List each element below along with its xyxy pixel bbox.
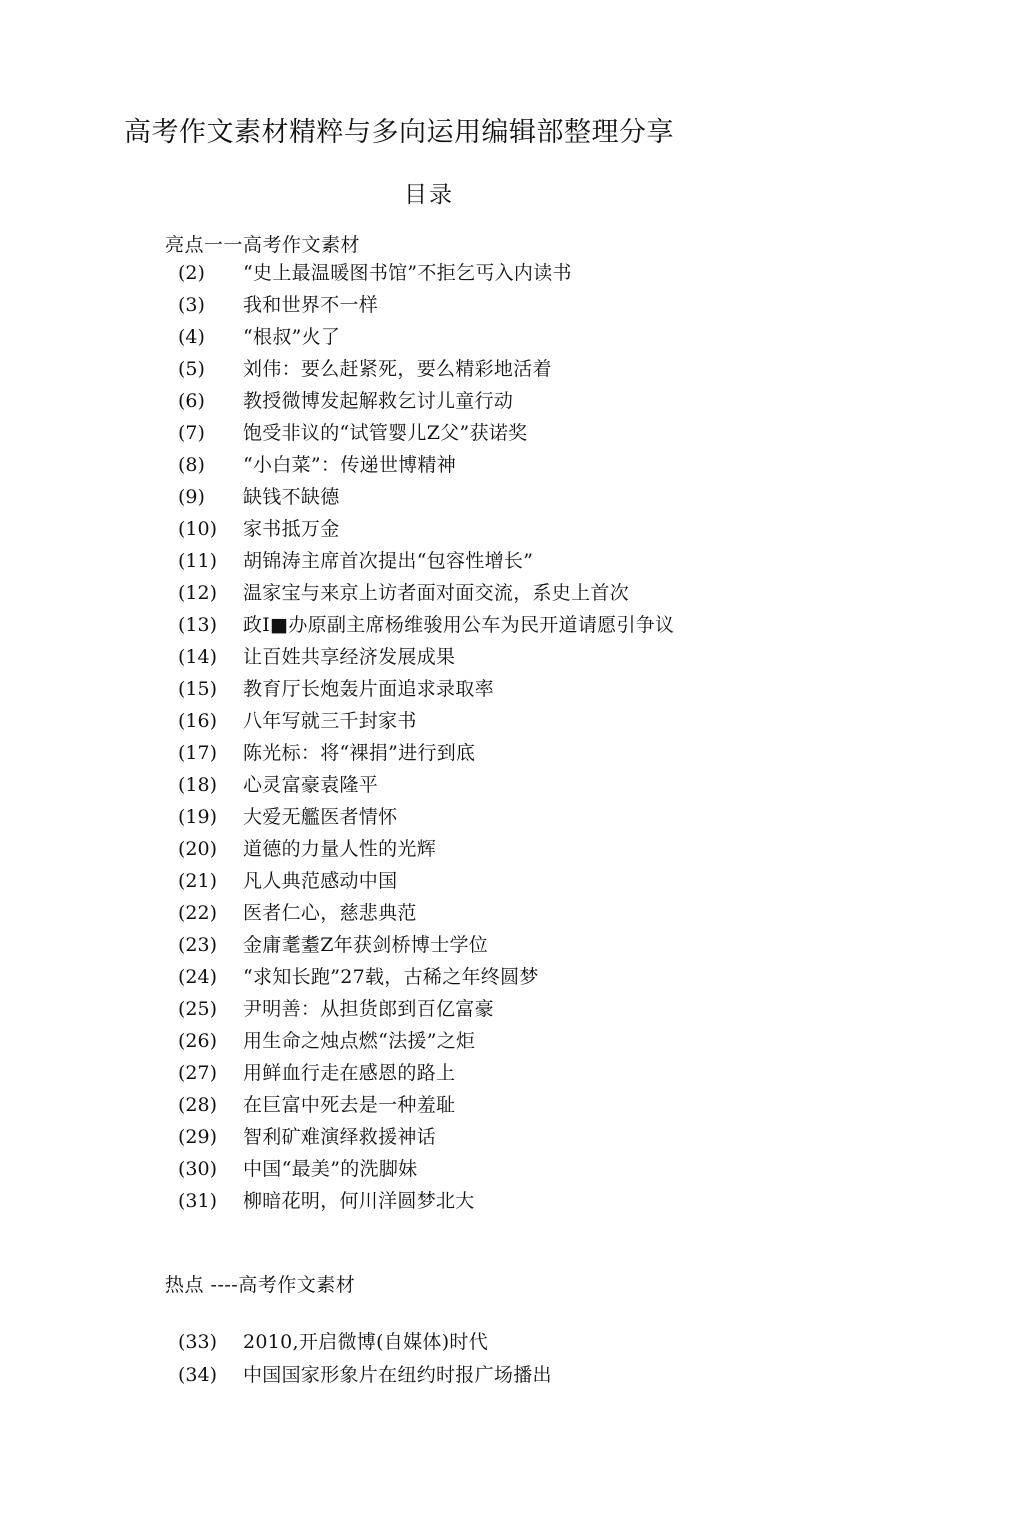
- toc-entry[interactable]: [0, 673, 900, 705]
- toc-entry-title: 让百姓共享经济发展成果: [243, 646, 456, 668]
- toc-entry-number: (3): [178, 294, 205, 316]
- toc-entry-number: (12): [178, 582, 218, 604]
- toc-entry-title: 教育厅长炮轰片面追求录取率: [243, 678, 494, 700]
- toc-list-hotspots: [0, 1326, 900, 1392]
- toc-entry-number: (18): [178, 774, 218, 796]
- toc-entry-number: (34): [178, 1364, 218, 1386]
- toc-entry-number: (7): [178, 422, 205, 444]
- toc-entry-number: (8): [178, 454, 205, 476]
- toc-entry-number: (16): [178, 710, 218, 732]
- toc-entry[interactable]: [0, 385, 900, 417]
- toc-entry-title: 缺钱不缺德: [243, 486, 340, 508]
- toc-entry-number: (6): [178, 390, 205, 412]
- toc-entry[interactable]: [0, 641, 900, 673]
- toc-entry-title: 2010,开启微博(自媒体)时代: [243, 1331, 489, 1353]
- toc-entry-number: (5): [178, 358, 205, 380]
- toc-entry[interactable]: [0, 545, 900, 577]
- toc-entry-title: 政I■办原副主席杨维骏用公车为民开道请愿引争议: [243, 614, 675, 636]
- toc-entry[interactable]: [0, 577, 900, 609]
- toc-entry[interactable]: [0, 1057, 900, 1089]
- toc-entry-title: 在巨富中死去是一种羞耻: [243, 1094, 456, 1116]
- toc-entry-title: 温家宝与来京上访者面对面交流，系史上首次: [243, 582, 630, 604]
- toc-entry-title: 用生命之烛点燃“法援”之炬: [243, 1030, 476, 1052]
- toc-entry[interactable]: [0, 993, 900, 1025]
- toc-entry-title: “根叔”火了: [243, 326, 341, 348]
- toc-entry-number: (2): [178, 262, 205, 284]
- toc-entry[interactable]: [0, 1089, 900, 1121]
- toc-entry[interactable]: [0, 289, 900, 321]
- toc-entry[interactable]: [0, 481, 900, 513]
- toc-entry[interactable]: [0, 801, 900, 833]
- toc-entry[interactable]: [0, 321, 900, 353]
- toc-entry-title: 胡锦涛主席首次提出“包容性增长”: [243, 550, 534, 572]
- toc-entry-title: 智利矿难演绎救援神话: [243, 1126, 437, 1148]
- toc-entry-title: 八年写就三千封家书: [243, 710, 417, 732]
- toc-entry[interactable]: [0, 1326, 900, 1359]
- toc-entry[interactable]: [0, 865, 900, 897]
- toc-entry-title: 心灵富豪袁隆平: [243, 774, 379, 796]
- toc-entry-title: “史上最温暖图书馆”不拒乞丐入内读书: [243, 262, 572, 284]
- toc-entry-title: 陈光标：将“裸捐”进行到底: [243, 742, 476, 764]
- toc-entry-number: (10): [178, 518, 218, 540]
- toc-entry[interactable]: [0, 769, 900, 801]
- toc-entry-title: 凡人典范感动中国: [243, 870, 398, 892]
- toc-entry[interactable]: [0, 1025, 900, 1057]
- toc-entry[interactable]: [0, 353, 900, 385]
- toc-entry-number: (30): [178, 1158, 218, 1180]
- toc-entry[interactable]: [0, 1153, 900, 1185]
- toc-entry-title: 家书抵万金: [243, 518, 340, 540]
- toc-entry-number: (4): [178, 326, 205, 348]
- toc-entry-number: (20): [178, 838, 218, 860]
- toc-entry[interactable]: [0, 257, 900, 289]
- document-title: 高考作文素材精粹与多向运用编辑部整理分享: [124, 117, 674, 148]
- toc-entry[interactable]: [0, 513, 900, 545]
- toc-entry-title: 金庸耄耋Z年获剑桥博士学位: [243, 934, 489, 956]
- toc-heading: 目录: [404, 182, 454, 208]
- toc-entry-number: (19): [178, 806, 218, 828]
- toc-entry-number: (29): [178, 1126, 218, 1148]
- toc-entry-title: 饱受非议的“试管婴儿Z父”获诺奖: [243, 422, 528, 444]
- toc-entry-number: (25): [178, 998, 218, 1020]
- toc-entry-number: (23): [178, 934, 218, 956]
- toc-entry-number: (17): [178, 742, 218, 764]
- toc-entry[interactable]: [0, 1121, 900, 1153]
- toc-entry-title: 大爱无艦医者情怀: [243, 806, 398, 828]
- toc-entry[interactable]: [0, 833, 900, 865]
- toc-entry-number: (15): [178, 678, 218, 700]
- toc-entry-title: “求知长跑”27载，古稀之年终圆梦: [243, 966, 539, 988]
- toc-entry[interactable]: [0, 1359, 900, 1392]
- toc-entry-title: 中国国家形象片在纽约时报广场播出: [243, 1364, 552, 1386]
- section-label-hotspots: 热点 ----高考作文素材: [165, 1274, 356, 1296]
- toc-entry-number: (21): [178, 870, 218, 892]
- toc-entry[interactable]: [0, 961, 900, 993]
- toc-entry[interactable]: [0, 609, 900, 641]
- toc-entry[interactable]: [0, 705, 900, 737]
- toc-entry-number: (26): [178, 1030, 218, 1052]
- toc-list-highlights: [0, 257, 900, 1217]
- toc-entry[interactable]: [0, 737, 900, 769]
- toc-entry-number: (9): [178, 486, 205, 508]
- toc-entry-number: (28): [178, 1094, 218, 1116]
- toc-entry-number: (33): [178, 1331, 218, 1353]
- toc-entry-title: 尹明善：从担货郎到百亿富豪: [243, 998, 494, 1020]
- toc-entry-number: (27): [178, 1062, 218, 1084]
- toc-entry-title: 我和世界不一样: [243, 294, 379, 316]
- toc-entry-title: 教授微博发起解救乞讨儿童行动: [243, 390, 514, 412]
- toc-entry-number: (13): [178, 614, 218, 636]
- toc-entry-number: (24): [178, 966, 218, 988]
- toc-entry-number: (11): [178, 550, 218, 572]
- toc-entry-title: 柳暗花明，何川洋圆梦北大: [243, 1190, 475, 1212]
- toc-entry-title: 道德的力量人性的光辉: [243, 838, 437, 860]
- toc-entry-number: (22): [178, 902, 218, 924]
- section-label-highlights: 亮点一一高考作文素材: [165, 234, 361, 256]
- toc-entry-title: “小白菜”：传递世博精神: [243, 454, 457, 476]
- toc-entry-title: 用鲜血行走在感恩的路上: [243, 1062, 456, 1084]
- toc-entry-number: (14): [178, 646, 218, 668]
- toc-entry[interactable]: [0, 417, 900, 449]
- toc-entry-title: 刘伟：要么赶紧死，要么精彩地活着: [243, 358, 552, 380]
- toc-entry[interactable]: [0, 1185, 900, 1217]
- toc-entry[interactable]: [0, 897, 900, 929]
- toc-entry-title: 医者仁心，慈悲典范: [243, 902, 417, 924]
- toc-entry[interactable]: [0, 449, 900, 481]
- toc-entry-number: (31): [178, 1190, 218, 1212]
- toc-entry-title: 中国“最美”的洗脚妹: [243, 1158, 418, 1180]
- toc-entry[interactable]: [0, 929, 900, 961]
